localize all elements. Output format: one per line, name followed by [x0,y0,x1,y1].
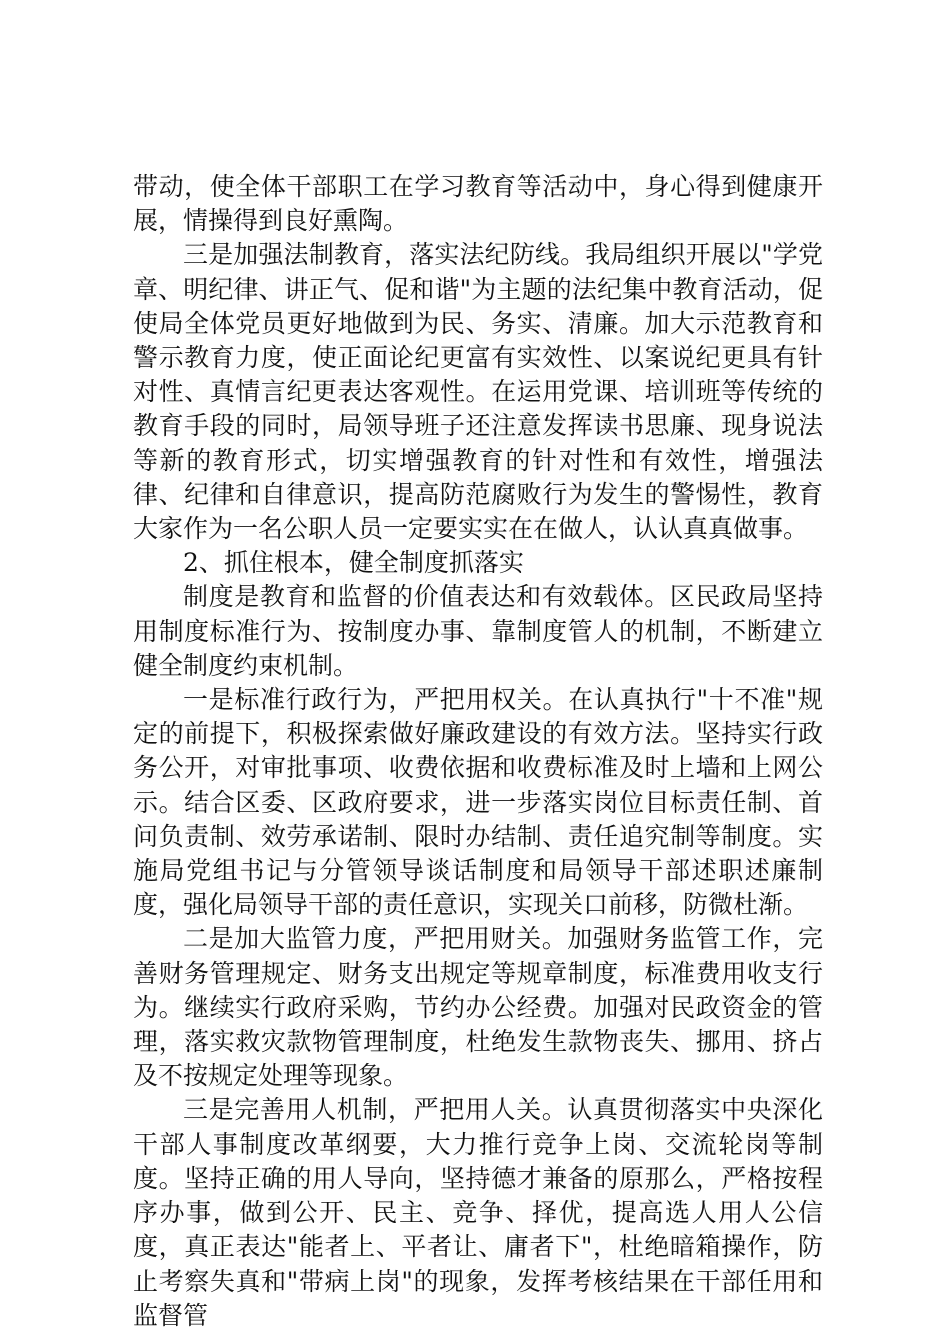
paragraph-continuation: 带动，使全体干部职工在学习教育等活动中，身心得到健康开展，情操得到良好熏陶。 [133,172,823,236]
document-body [133,170,823,1333]
paragraph-legal-education: 三是加强法制教育，落实法纪防线。我局组织开展以"学党章、明纪律、讲正气、促和谐"为主题的法纪集中教育活动，促使局全体党员更好地做到为民、务实、清廉。加大示范教育和警示教育力度，使正面论纪更富有实效性、以案说纪更具有针对性、真情言纪更表达客观性。在运用党课、培训班等传统的教育手段的同时，局领导班子还注意发挥读书思廉、现身说法等新的教育形式，切实增强教育的针对性和有效性，增强法律、纪律和自律意识，提高防范腐败行为发生的警惕性，教育大家作为一名公职人员一定要实实在在做人，认认真真做事。 [133,240,823,544]
paragraph-system-intro: 制度是教育和监督的价值表达和有效载体。区民政局坚持用制度标准行为、按制度办事、靠制度管人的机制，不断建立健全制度约束机制。 [133,582,823,680]
paragraph-financial-supervision: 二是加大监管力度，严把用财关。加强财务监管工作，完善财务管理规定、财务支出规定等规章制度，标准费用收支行为。继续实行政府采购，节约办公经费。加强对民政资金的管理，落实救灾款物管理制度，杜绝发生款物丧失、挪用、挤占及不按规定处理等现象。 [133,924,823,1091]
paragraph-administrative-conduct: 一是标准行政行为，严把用权关。在认真执行"十不准"规定的前提下，积极探索做好廉政建设的有效方法。坚持实行政务公开，对审批事项、收费依据和收费标准及时上墙和上网公示。结合区委、区政府要求，进一步落实岗位目标责任制、首问负责制、效劳承诺制、限时办结制、责任追究制等制度。实施局党组书记与分管领导谈话制度和局领导干部述职述廉制度，强化局领导干部的责任意识，实现关口前移，防微杜渐。 [133,685,823,920]
paragraph-personnel-mechanism: 三是完善用人机制，严把用人关。认真贯彻落实中央深化干部人事制度改革纲要，大力推行竞争上岗、交流轮岗等制度。坚持正确的用人导向，坚持德才兼备的原那么，严格按程序办事，做到公开、民主、竞争、择优，提高选人用人公信度，真正表达"能者上、平者让、庸者下"，杜绝暗箱操作，防止考察失真和"带病上岗"的现象，发挥考核结果在干部任用和监督管 [133,1095,823,1330]
section-heading-2: 2、抓住根本，健全制度抓落实 [183,548,524,578]
